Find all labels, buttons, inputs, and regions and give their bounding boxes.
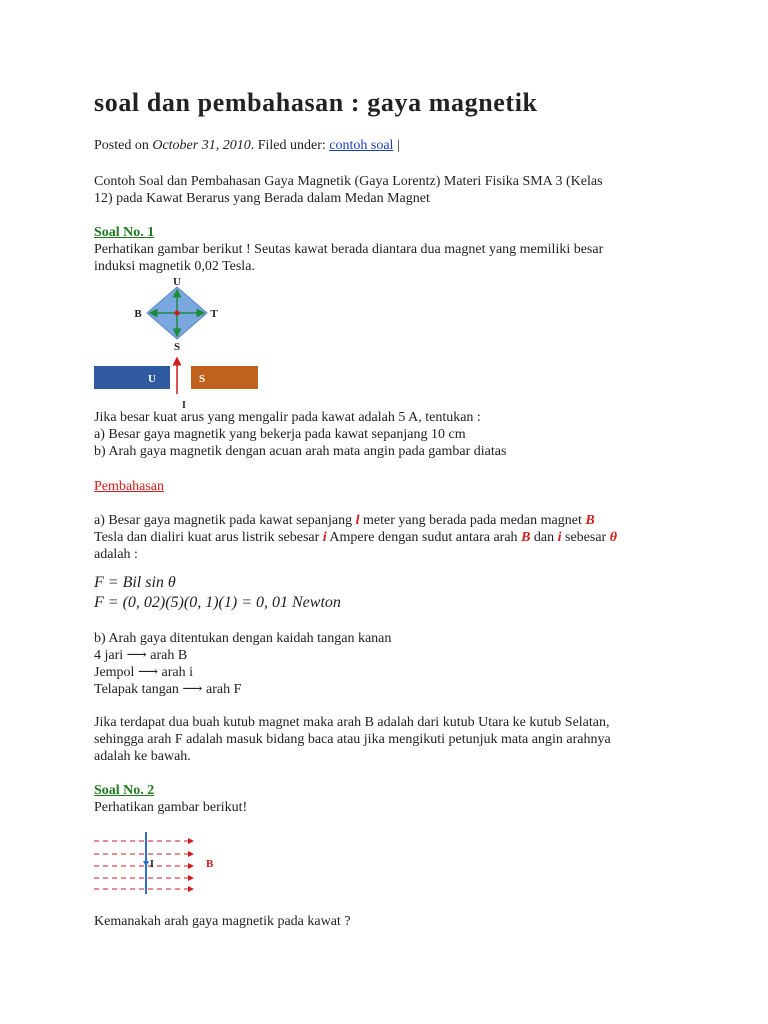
pembahasan-a-line-3: adalah :	[94, 547, 138, 562]
soal-1-block	[94, 224, 694, 275]
text-span: sebesar	[561, 530, 610, 545]
pembahasan-conclusion	[94, 714, 694, 765]
soal-2-block	[94, 782, 694, 816]
pembahasan-a-line-1	[94, 512, 694, 529]
text-span: dan	[530, 530, 558, 545]
conclusion-line-1: Jika terdapat dua buah kutub magnet maka arah B adalah dari kutub Utara ke kutub Selatan,	[94, 715, 610, 730]
magnet-north	[94, 366, 170, 389]
magnet-north-label: U	[148, 373, 156, 385]
post-date: October 31, 2010	[152, 138, 251, 153]
pembahasan-b-line-3: Jempol ⟶ arah i	[94, 665, 193, 680]
pembahasan-b	[94, 630, 694, 698]
text-span: meter yang berada pada medan magnet	[359, 513, 586, 528]
posted-on-label: Posted on	[94, 138, 149, 153]
figure-1	[90, 272, 270, 412]
soal-1-question-b: b) Arah gaya magnetik dengan acuan arah mata angin pada gambar diatas	[94, 444, 507, 459]
compass-west-label: B	[134, 308, 142, 320]
text-span: Tesla dan dialiri kuat arus listrik sebesar	[94, 530, 323, 545]
pembahasan-b-line-2: 4 jari ⟶ arah B	[94, 648, 188, 663]
conclusion-line-3: adalah ke bawah.	[94, 749, 191, 764]
compass-east-label: T	[210, 308, 218, 320]
figure-2	[90, 828, 230, 898]
var-theta: θ	[609, 530, 617, 545]
pembahasan-b-line-4: Telapak tangan ⟶ arah F	[94, 682, 242, 697]
intro-line-2: 12) pada Kawat Berarus yang Berada dalam Medan Magnet	[94, 191, 430, 206]
soal-1-heading: Soal No. 1	[94, 225, 155, 240]
conclusion-line-2: sehingga arah F adalah masuk bidang baca atau jika mengikuti petunjuk mata angin arahnya	[94, 732, 611, 747]
var-B: B	[585, 513, 595, 528]
pembahasan-a-line-2	[94, 529, 694, 546]
compass-north-label: U	[173, 276, 181, 288]
var-i-2: i	[557, 530, 562, 545]
var-B-2: B	[521, 530, 531, 545]
equation-2: F = (0, 02)(5)(0, 1)(1) = 0, 01 Newton	[94, 594, 341, 611]
category-link[interactable]: contoh soal	[329, 138, 394, 153]
soal-1-question-intro: Jika besar kuat arus yang mengalir pada kawat adalah 5 A, tentukan :	[94, 410, 481, 425]
pembahasan-heading-wrap	[94, 478, 694, 495]
page-title: soal dan pembahasan : gaya magnetik	[94, 88, 538, 117]
magnet-south-label: S	[198, 373, 206, 385]
soal-1-line-2: induksi magnetik 0,02 Tesla.	[94, 259, 255, 274]
soal-2-heading: Soal No. 2	[94, 783, 155, 798]
meta-separator: |	[396, 138, 400, 153]
soal-2-line-1: Perhatikan gambar berikut!	[94, 800, 248, 815]
intro-line-1: Contoh Soal dan Pembahasan Gaya Magnetik (Gaya Lorentz) Materi Fisika SMA 3 (Kelas	[94, 174, 603, 189]
soal-1-line-1: Perhatikan gambar berikut ! Seutas kawat berada diantara dua magnet yang memiliki besar	[94, 242, 604, 257]
wire-current-label: I	[182, 400, 186, 411]
intro-paragraph	[94, 173, 694, 207]
var-i: i	[322, 530, 327, 545]
pembahasan-a	[94, 512, 694, 563]
soal-2-question: Kemanakah arah gaya magnetik pada kawat ?	[94, 914, 351, 929]
equation-1: F = Bil sin θ	[94, 574, 176, 591]
wire-2-current-label: I	[150, 859, 154, 870]
var-l: l	[355, 513, 360, 528]
field-b-label: B	[206, 858, 214, 870]
compass-south-label: S	[173, 341, 181, 353]
filed-under-label: . Filed under:	[250, 138, 326, 153]
soal-1-questions	[94, 409, 694, 460]
pembahasan-b-line-1: b) Arah gaya ditentukan dengan kaidah tangan kanan	[94, 631, 392, 646]
compass-center	[175, 311, 180, 316]
post-meta	[94, 138, 400, 154]
pembahasan-heading: Pembahasan	[94, 479, 164, 494]
text-span: a) Besar gaya magnetik pada kawat sepanjang	[94, 513, 356, 528]
soal-1-question-a: a) Besar gaya magnetik yang bekerja pada kawat sepanjang 10 cm	[94, 427, 466, 442]
text-span: Ampere dengan sudut antara arah	[326, 530, 522, 545]
